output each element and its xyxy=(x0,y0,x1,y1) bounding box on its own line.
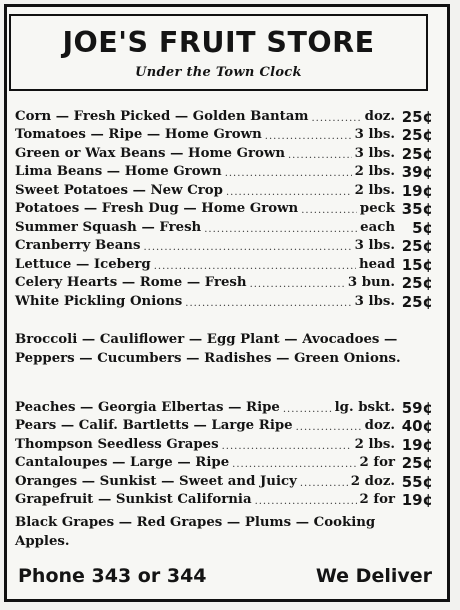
item-price: 19¢ xyxy=(401,181,433,200)
dot-leader xyxy=(232,458,356,472)
price-row xyxy=(15,435,433,454)
item-unit: 2 lbs. xyxy=(354,436,395,452)
price-row xyxy=(15,398,433,417)
price-row xyxy=(15,454,433,473)
dot-leader xyxy=(300,477,348,491)
item-unit: 2 lbs. xyxy=(354,182,395,198)
item-unit: 3 bun. xyxy=(347,275,395,290)
dot-leader xyxy=(154,260,356,274)
item-name: Lima Beans — Home Grown xyxy=(15,164,222,179)
price-row xyxy=(15,181,433,200)
price-row xyxy=(15,107,433,126)
item-name: Grapefruit — Sunkist California xyxy=(15,492,252,507)
store-subtitle: Under the Town Clock xyxy=(135,65,302,80)
price-row xyxy=(15,255,433,274)
item-name: Green or Wax Beans — Home Grown xyxy=(15,145,285,161)
item-name: Celery Hearts — Rome — Fresh xyxy=(15,275,247,290)
item-unit: 3 lbs. xyxy=(354,293,395,309)
item-name: Sweet Potatoes — New Crop xyxy=(15,182,223,198)
item-price: 59¢ xyxy=(401,398,433,417)
item-price: 55¢ xyxy=(401,472,433,491)
price-row xyxy=(15,218,433,237)
store-title: JOE'S FRUIT STORE xyxy=(62,26,375,59)
item-price: 25¢ xyxy=(401,454,433,472)
dot-leader xyxy=(296,421,362,435)
item-name: Cantaloupes — Large — Ripe xyxy=(15,455,230,470)
price-row xyxy=(15,144,433,163)
price-row xyxy=(15,163,433,182)
item-unit: 3 lbs. xyxy=(354,238,395,253)
item-price: 19¢ xyxy=(401,435,433,454)
price-row xyxy=(15,274,433,293)
item-name: Thompson Seedless Grapes xyxy=(15,436,219,452)
price-row xyxy=(15,491,433,510)
dot-leader xyxy=(255,495,357,509)
delivery-notice: We Deliver xyxy=(315,565,432,587)
item-name: Summer Squash — Fresh xyxy=(15,219,202,235)
item-price: 25¢ xyxy=(401,292,433,311)
item-price: 40¢ xyxy=(401,417,433,435)
item-name: Potatoes — Fresh Dug — Home Grown xyxy=(15,201,299,216)
dot-leader xyxy=(301,204,357,218)
item-unit: doz. xyxy=(364,418,395,433)
item-unit: lg. bskt. xyxy=(334,399,395,415)
item-name: White Pickling Onions xyxy=(15,293,183,309)
item-price: 25¢ xyxy=(401,107,433,126)
dot-leader xyxy=(226,186,352,200)
item-unit: peck xyxy=(359,201,395,216)
item-unit: 2 doz. xyxy=(350,473,395,489)
item-unit: 2 for xyxy=(359,492,395,507)
dot-leader xyxy=(312,112,362,126)
item-unit: doz. xyxy=(364,108,395,124)
item-price: 5¢ xyxy=(412,218,433,237)
item-name: Peaches — Georgia Elbertas — Ripe xyxy=(15,399,280,415)
item-price: 39¢ xyxy=(401,163,433,181)
item-price: 25¢ xyxy=(401,274,433,292)
store-header-box xyxy=(9,14,428,91)
item-price: 35¢ xyxy=(401,200,433,218)
more-vegetables-paragraph: Broccoli — Cauliflower — Egg Plant — Avocadoes — Peppers — Cucumbers — Radishes — Green Onions. xyxy=(15,332,401,366)
price-row xyxy=(15,237,433,256)
price-row xyxy=(15,292,433,311)
dot-leader xyxy=(288,149,352,163)
item-name: Cranberry Beans xyxy=(15,238,141,253)
dot-leader xyxy=(283,403,332,417)
item-name: Pears — Calif. Bartletts — Large Ripe xyxy=(15,418,293,433)
item-name: Corn — Fresh Picked — Golden Bantam xyxy=(15,108,309,124)
fruit-price-list xyxy=(15,398,433,509)
item-name: Tomatoes — Ripe — Home Grown xyxy=(15,127,262,142)
item-unit: 2 for xyxy=(359,455,395,470)
dot-leader xyxy=(143,241,351,255)
dot-leader xyxy=(222,440,352,454)
item-name: Oranges — Sunkist — Sweet and Juicy xyxy=(15,473,297,489)
footer xyxy=(18,565,432,587)
vegetable-price-list xyxy=(15,107,433,311)
dot-leader xyxy=(250,278,345,292)
item-price: 25¢ xyxy=(401,144,433,163)
item-unit: each xyxy=(360,219,395,235)
price-row xyxy=(15,472,433,491)
item-unit: 3 lbs. xyxy=(354,127,395,142)
item-unit: 2 lbs. xyxy=(354,164,395,179)
item-price: 15¢ xyxy=(401,255,433,274)
price-row xyxy=(15,417,433,436)
item-name: Lettuce — Iceberg xyxy=(15,256,151,272)
phone-number: Phone 343 or 344 xyxy=(18,565,207,587)
dot-leader xyxy=(204,223,357,237)
more-fruits-paragraph: Black Grapes — Red Grapes — Plums — Cooking Apples. xyxy=(15,515,376,549)
dot-leader xyxy=(185,297,351,311)
dot-leader xyxy=(265,130,352,144)
item-price: 25¢ xyxy=(401,126,433,144)
item-price: 25¢ xyxy=(401,237,433,255)
item-unit: head xyxy=(358,256,395,272)
price-row xyxy=(15,126,433,145)
price-row xyxy=(15,200,433,219)
item-price: 19¢ xyxy=(401,491,433,509)
item-unit: 3 lbs. xyxy=(354,145,395,161)
dot-leader xyxy=(225,167,352,181)
